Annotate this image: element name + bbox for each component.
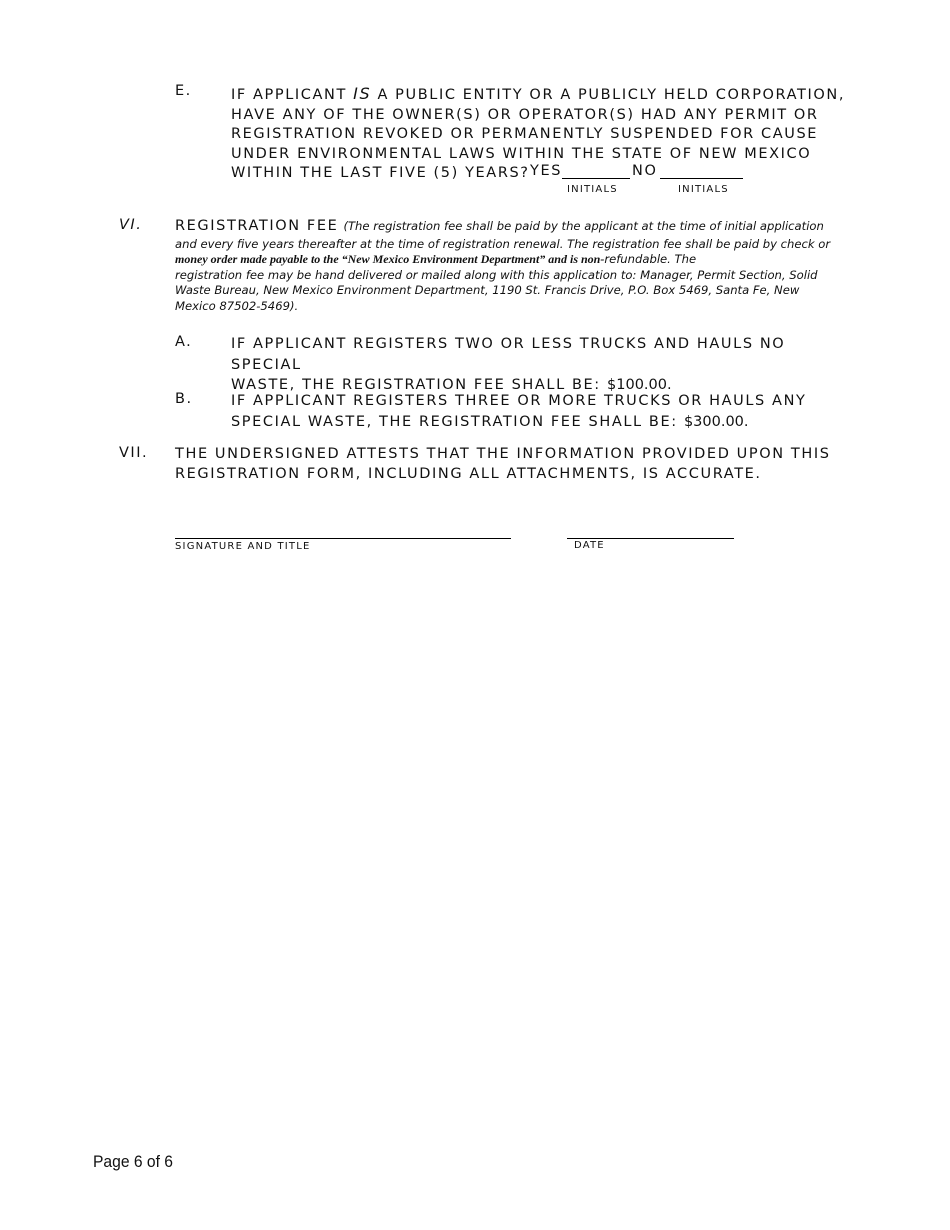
no-label: NO <box>632 163 658 179</box>
item-e-line-1-post: A PUBLIC ENTITY OR A PUBLICLY HELD CORPORATION, <box>371 87 846 103</box>
section-vi-line-1 <box>175 216 835 237</box>
fee-amount-a: $100.00. <box>607 377 672 393</box>
signature-field[interactable] <box>175 538 511 539</box>
fee-note-line-1: (The registration fee shall be paid by the applicant at the time of initial application <box>343 219 824 233</box>
registration-fee-heading: REGISTRATION FEE <box>175 218 339 234</box>
item-e-marker: E. <box>175 83 192 99</box>
signature-label: SIGNATURE AND TITLE <box>175 541 311 552</box>
no-initials-field[interactable] <box>660 178 743 179</box>
item-a-line-2-text: WASTE, THE REGISTRATION FEE SHALL BE: <box>231 377 601 393</box>
item-a-marker: A. <box>175 334 193 350</box>
section-vii-text <box>175 445 835 484</box>
fee-note-line-6: Mexico 87502-5469). <box>175 298 299 313</box>
item-b-line-1: IF APPLICANT REGISTERS THREE OR MORE TRUCKS OR HAULS ANY <box>231 393 807 409</box>
yes-label: YES <box>530 163 563 179</box>
item-e-line-3: REGISTRATION REVOKED OR PERMANENTLY SUSPENDED FOR CAUSE <box>231 126 819 143</box>
fee-note-bold: money order made payable to the “New Mexico Environment Department” and is non- <box>175 252 605 267</box>
fee-note-line-5: Waste Bureau, New Mexico Environment Department, 1190 St. Francis Drive, P.O. Box 5469, Santa Fe, New <box>175 283 800 298</box>
section-vii-line-2: REGISTRATION FORM, INCLUDING ALL ATTACHMENTS, IS ACCURATE. <box>175 465 762 482</box>
item-e-question: WITHIN THE LAST FIVE (5) YEARS? <box>231 165 530 182</box>
date-label: DATE <box>574 540 605 551</box>
item-a-text <box>231 334 851 396</box>
fee-note-line-3-rest: refundable. The <box>604 252 697 267</box>
section-vii-line-1: THE UNDERSIGNED ATTESTS THAT THE INFORMATION PROVIDED UPON THIS <box>175 446 831 462</box>
section-vi-marker: VI. <box>119 217 143 233</box>
item-e-line-2: HAVE ANY OF THE OWNER(S) OR OPERATOR(S) HAD ANY PERMIT OR <box>231 106 819 123</box>
fee-note-line-4: registration fee may be hand delivered or mailed along with this application to: Manager, Permit Section, Solid <box>175 267 818 282</box>
date-field[interactable] <box>567 538 734 539</box>
item-b-marker: B. <box>175 391 193 407</box>
fee-note-line-3 <box>175 252 835 268</box>
item-b-line-2-text: SPECIAL WASTE, THE REGISTRATION FEE SHALL BE: <box>231 413 678 430</box>
page-number: Page 6 of 6 <box>93 1152 174 1171</box>
fee-amount-b: $300.00. <box>683 413 749 430</box>
item-a-line-1: IF APPLICANT REGISTERS TWO OR LESS TRUCKS AND HAULS NO SPECIAL <box>231 336 786 373</box>
item-e-line-1 <box>231 84 871 106</box>
yes-initials-field[interactable] <box>562 178 630 179</box>
item-b-text <box>231 391 851 432</box>
item-e-is-emphasis: IS <box>353 84 372 103</box>
item-e-line-1-pre: IF APPLICANT <box>231 87 354 103</box>
section-vi-block <box>175 216 835 315</box>
item-b-line-2 <box>231 412 851 433</box>
item-e-line-4: UNDER ENVIRONMENTAL LAWS WITHIN THE STATE OF NEW MEXICO <box>231 145 812 162</box>
yes-initials-label: INITIALS <box>567 184 618 195</box>
no-initials-label: INITIALS <box>678 184 729 195</box>
section-vii-marker: VII. <box>119 445 149 461</box>
fee-note-line-2: and every five years thereafter at the time of registration renewal. The registration fee shall be paid by check or <box>175 236 831 251</box>
